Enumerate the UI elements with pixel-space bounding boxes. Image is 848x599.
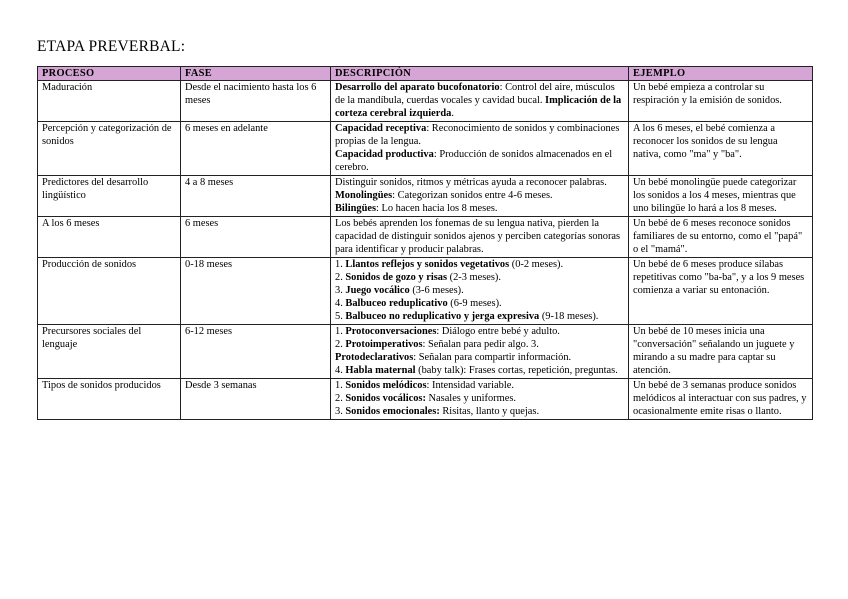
cell-fase: 6-12 meses (181, 325, 331, 379)
description-text: (0-2 meses). (509, 259, 564, 270)
description-text: : Señalan para compartir información. (413, 352, 572, 363)
table-row (38, 217, 813, 258)
description-text: : Señalan para pedir algo. 3. (422, 339, 539, 350)
cell-ejemplo: Un bebé empieza a controlar su respiración y la emisión de sonidos. (629, 81, 813, 122)
description-line (335, 122, 624, 148)
cell-fase: Desde el nacimiento hasta los 6 meses (181, 81, 331, 122)
description-text: : Diálogo entre bebé y adulto. (436, 326, 560, 337)
description-text: (6-9 meses). (447, 298, 502, 309)
description-line (335, 271, 624, 284)
cell-fase: 6 meses (181, 217, 331, 258)
page-title: ETAPA PREVERBAL: (37, 38, 186, 55)
cell-descripcion (331, 176, 629, 217)
description-text: 4. (335, 365, 346, 376)
description-text: 2. (335, 272, 346, 283)
description-text: 2. (335, 339, 346, 350)
cell-fase: Desde 3 semanas (181, 379, 331, 420)
description-line (335, 148, 624, 174)
description-text: (9-18 meses). (539, 311, 599, 322)
cell-ejemplo: Un bebé de 3 semanas produce sonidos melódicos al interactuar con sus padres, y ocasionalmente emite risas o llanto. (629, 379, 813, 420)
cell-proceso: A los 6 meses (38, 217, 181, 258)
description-line (335, 297, 624, 310)
cell-ejemplo: Un bebé de 10 meses inicia una "conversación" señalando un juguete y mirando a su madre para captar su atención. (629, 325, 813, 379)
header-row (38, 67, 813, 81)
table-body (38, 81, 813, 420)
description-text: Nasales y uniformes. (425, 393, 516, 404)
bold-term: Monolingües (335, 190, 393, 201)
bold-term: Balbuceo no reduplicativo y jerga expresiva (345, 311, 540, 322)
cell-descripcion (331, 217, 629, 258)
table-row (38, 122, 813, 176)
cell-fase: 0-18 meses (181, 258, 331, 325)
cell-fase: 4 a 8 meses (181, 176, 331, 217)
bold-term: Protoconversaciones (345, 326, 437, 337)
bold-term: Balbuceo reduplicativo (345, 298, 448, 309)
description-line (335, 364, 624, 377)
description-text: : Lo hacen hacia los 8 meses. (376, 203, 498, 214)
table-row (38, 176, 813, 217)
description-text: 4. (335, 298, 346, 309)
description-text: 1. (335, 380, 346, 391)
cell-proceso: Maduración (38, 81, 181, 122)
header-proceso: PROCESO (38, 67, 181, 81)
cell-ejemplo: Un bebé monolingüe puede categorizar los sonidos a los 4 meses, mientras que uno bilingüe lo hará a los 8 meses. (629, 176, 813, 217)
bold-term: Implicación de la corteza cerebral izquierda (335, 95, 622, 119)
header-descripcion: DESCRIPCIÓN (331, 67, 629, 81)
description-line (335, 217, 624, 256)
description-text: (baby talk): Frases cortas, repetición, preguntas. (415, 365, 618, 376)
bold-term: Sonidos melódicos (345, 380, 427, 391)
description-line (335, 379, 624, 392)
cell-ejemplo: Un bebé de 6 meses produce sílabas repetitivas como "ba-ba", y a los 9 meses comienza a variar su entonación. (629, 258, 813, 325)
cell-descripcion (331, 379, 629, 420)
bold-term: Bilingües (335, 203, 376, 214)
cell-descripcion (331, 81, 629, 122)
description-line (335, 258, 624, 271)
description-text: (3-6 meses). (409, 285, 464, 296)
table-row (38, 81, 813, 122)
description-text: 3. (335, 285, 346, 296)
table-row (38, 258, 813, 325)
description-text: (2-3 meses). (447, 272, 501, 283)
description-text: 3. (335, 406, 346, 417)
description-line (335, 284, 624, 297)
description-line (335, 351, 624, 364)
description-text: Los bebés aprenden los fonemas de su lengua nativa, pierden la capacidad de distinguir sonidos ajenos y perciben categorías sonoras para identificar y producir palabras. (335, 218, 621, 255)
cell-ejemplo: A los 6 meses, el bebé comienza a reconocer los sonidos de su lengua nativa, como "ma" y "ba". (629, 122, 813, 176)
table-row (38, 325, 813, 379)
cell-proceso: Predictores del desarrollo lingüístico (38, 176, 181, 217)
cell-proceso: Tipos de sonidos producidos (38, 379, 181, 420)
description-line (335, 338, 624, 351)
cell-fase: 6 meses en adelante (181, 122, 331, 176)
cell-descripcion (331, 258, 629, 325)
description-text: Risitas, llanto y quejas. (439, 406, 540, 417)
description-text: : Categorizan sonidos entre 4-6 meses. (392, 190, 553, 201)
description-line (335, 189, 624, 202)
header-fase: FASE (181, 67, 331, 81)
description-text: : Reconocimiento de sonidos y combinaciones propias de la lengua. (335, 123, 620, 147)
table-row (38, 379, 813, 420)
bold-term: Llantos reflejos y sonidos vegetativos (345, 259, 510, 270)
bold-term: Protoimperativos (345, 339, 423, 350)
description-line (335, 202, 624, 215)
bold-term: Desarrollo del aparato bucofonatorio (335, 82, 500, 93)
description-text: : Control del aire, músculos de la mandíbula, cuerdas vocales y cavidad bucal. (335, 82, 615, 106)
cell-proceso: Percepción y categorización de sonidos (38, 122, 181, 176)
header-ejemplo: EJEMPLO (629, 67, 813, 81)
description-text: 1. (335, 326, 346, 337)
description-text: . (451, 108, 454, 119)
description-line (335, 392, 624, 405)
description-line (335, 325, 624, 338)
cell-descripcion (331, 122, 629, 176)
bold-term: Capacidad productiva (335, 149, 434, 160)
description-text: Distinguir sonidos, ritmos y métricas ayuda a reconocer palabras. (335, 177, 607, 188)
description-text: : Producción de sonidos almacenados en el cerebro. (335, 149, 613, 173)
bold-term: Protodeclarativos (335, 352, 414, 363)
description-text: : Intensidad variable. (426, 380, 514, 391)
bold-term: Habla maternal (345, 365, 416, 376)
preverbal-table (37, 66, 813, 420)
cell-ejemplo: Un bebé de 6 meses reconoce sonidos familiares de su entorno, como el "papá" o el "mamá". (629, 217, 813, 258)
cell-descripcion (331, 325, 629, 379)
bold-term: Capacidad receptiva (335, 123, 427, 134)
description-text: 2. (335, 393, 346, 404)
description-text: 5. (335, 311, 346, 322)
cell-proceso: Precursores sociales del lenguaje (38, 325, 181, 379)
description-line (335, 81, 624, 120)
bold-term: Sonidos vocálicos: (345, 393, 426, 404)
description-line (335, 405, 624, 418)
bold-term: Sonidos de gozo y risas (345, 272, 448, 283)
description-line (335, 310, 624, 323)
description-line (335, 176, 624, 189)
bold-term: Sonidos emocionales: (345, 406, 440, 417)
description-text: 1. (335, 259, 346, 270)
cell-proceso: Producción de sonidos (38, 258, 181, 325)
bold-term: Juego vocálico (345, 285, 410, 296)
